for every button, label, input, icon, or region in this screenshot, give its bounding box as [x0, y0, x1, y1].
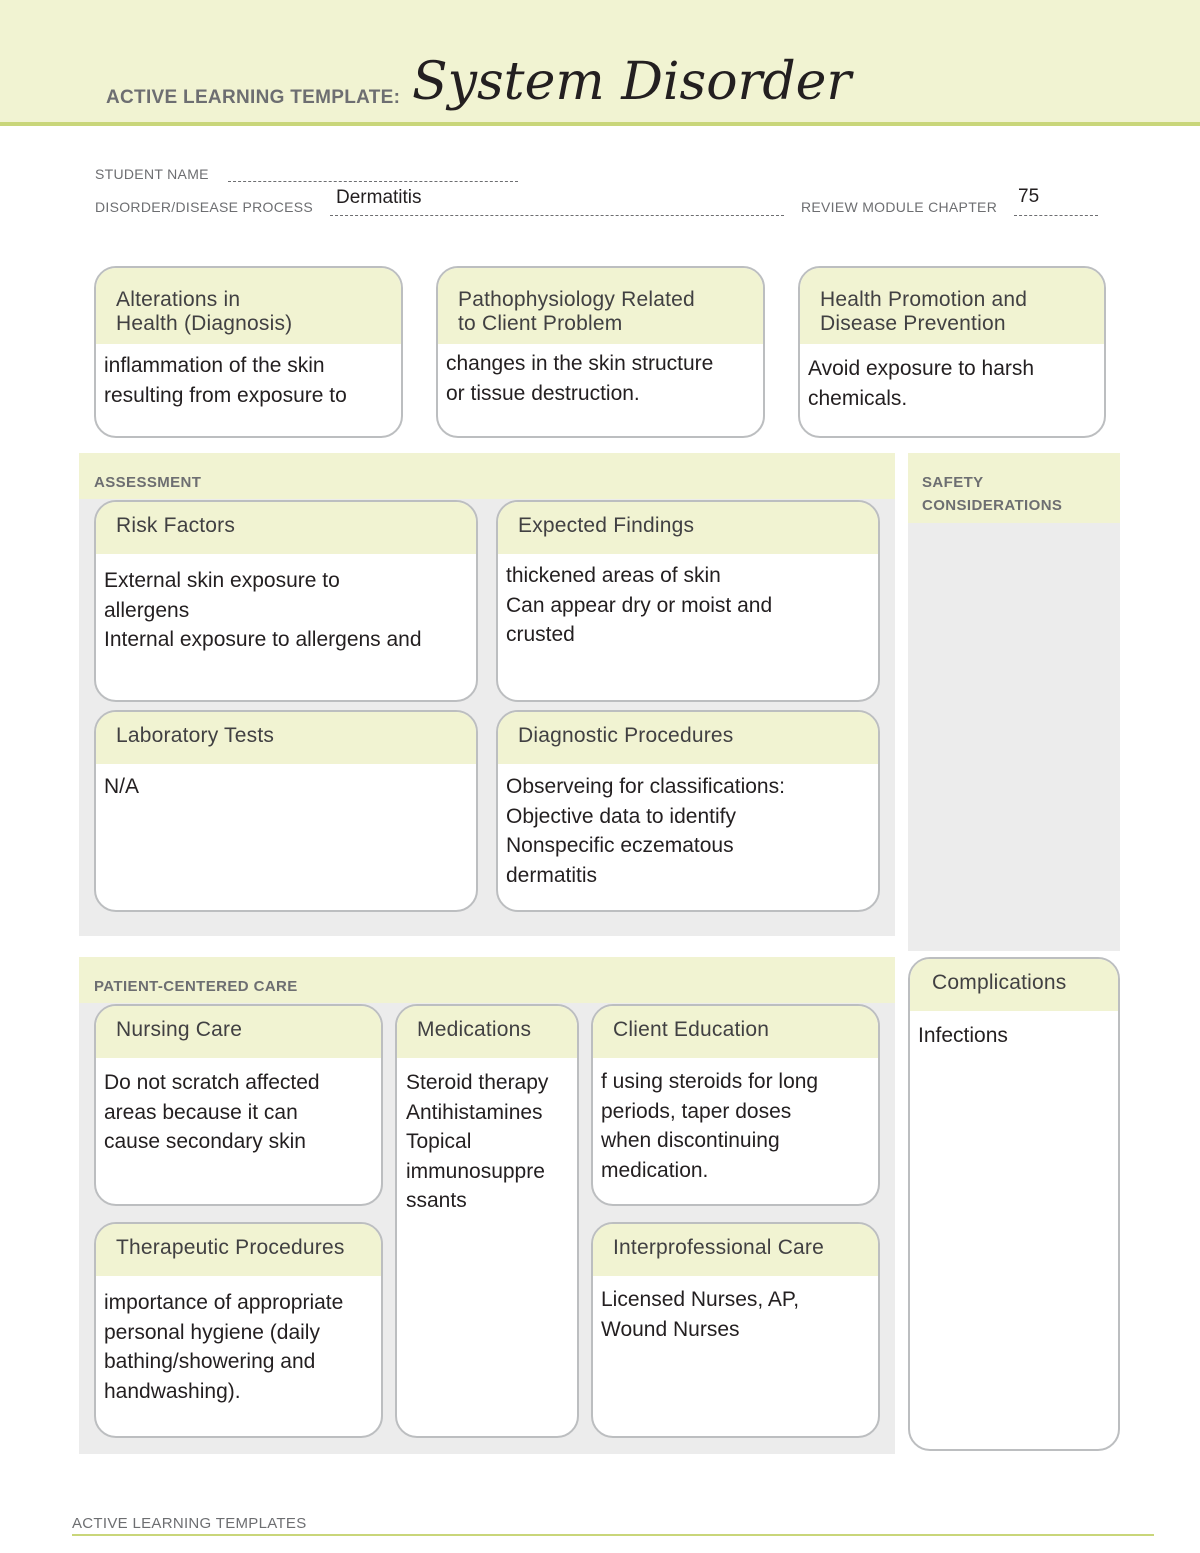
alterations-in-health-title: Alterations in Health (Diagnosis): [96, 268, 401, 344]
assessment-label: ASSESSMENT: [94, 474, 202, 491]
footer-rule: [72, 1534, 1154, 1536]
nursing-care-title: Nursing Care: [96, 1006, 381, 1058]
interprofessional-care-text[interactable]: Licensed Nurses, AP, Wound Nurses: [601, 1288, 800, 1341]
therapeutic-procedures-box: [94, 1222, 383, 1438]
safety-considerations-label: SAFETY CONSIDERATIONS: [922, 474, 1063, 514]
health-promotion-text[interactable]: Avoid exposure to harsh chemicals.: [808, 357, 1035, 410]
health-promotion-box: [798, 266, 1106, 438]
header-rule: [0, 122, 1200, 126]
therapeutic-procedures-title: Therapeutic Procedures: [96, 1224, 381, 1276]
interprofessional-care-title: Interprofessional Care: [593, 1224, 878, 1276]
disorder-value: Dermatitis: [336, 187, 422, 208]
pathophysiology-box: [436, 266, 765, 438]
nursing-care-box: [94, 1004, 383, 1206]
health-promotion-title: Health Promotion and Disease Prevention: [800, 268, 1104, 344]
alterations-in-health-box: [94, 266, 403, 438]
chapter-field[interactable]: [1014, 186, 1098, 216]
complications-box: [908, 957, 1120, 1451]
medications-title: Medications: [397, 1006, 577, 1058]
pathophysiology-text[interactable]: changes in the skin structure or tissue destruction.: [446, 352, 714, 405]
alterations-in-health-text[interactable]: inflammation of the skin resulting from exposure to: [104, 354, 347, 407]
interprofessional-care-box: [591, 1222, 880, 1438]
therapeutic-procedures-text[interactable]: importance of appropriate personal hygiene (daily bathing/showering and handwashing).: [104, 1291, 344, 1403]
disorder-label: DISORDER/DISEASE PROCESS: [95, 199, 314, 215]
patient-centered-care-label: PATIENT-CENTERED CARE: [94, 978, 298, 995]
medications-box: [395, 1004, 579, 1438]
expected-findings-box: [496, 500, 880, 702]
diagnostic-procedures-text[interactable]: Observeing for classifications: Objective data to identify Nonspecific eczematous dermatitis: [506, 775, 785, 887]
template-title: System Disorder: [412, 52, 852, 112]
pathophysiology-title: Pathophysiology Related to Client Problem: [438, 268, 763, 344]
diagnostic-procedures-title: Diagnostic Procedures: [498, 712, 878, 764]
laboratory-tests-box: [94, 710, 478, 912]
nursing-care-text[interactable]: Do not scratch affected areas because it can cause secondary skin: [104, 1071, 320, 1153]
complications-title: Complications: [910, 959, 1118, 1011]
expected-findings-title: Expected Findings: [498, 502, 878, 554]
medications-text[interactable]: Steroid therapy Antihistamines Topical immunosuppre ssants: [406, 1071, 549, 1212]
client-education-text[interactable]: f using steroids for long periods, taper doses when discontinuing medication.: [601, 1070, 819, 1182]
risk-factors-title: Risk Factors: [96, 502, 476, 554]
risk-factors-text[interactable]: External skin exposure to allergens Internal exposure to allergens and: [104, 569, 422, 651]
risk-factors-box: [94, 500, 478, 702]
footer-label: ACTIVE LEARNING TEMPLATES: [72, 1515, 307, 1532]
diagnostic-procedures-box: [496, 710, 880, 912]
template-prefix: ACTIVE LEARNING TEMPLATE:: [106, 87, 401, 108]
laboratory-tests-title: Laboratory Tests: [96, 712, 476, 764]
client-education-box: [591, 1004, 880, 1206]
expected-findings-text[interactable]: thickened areas of skin Can appear dry or moist and crusted: [506, 564, 773, 646]
disorder-field[interactable]: [330, 187, 784, 216]
student-name-field[interactable]: [228, 164, 518, 182]
client-education-title: Client Education: [593, 1006, 878, 1058]
complications-text[interactable]: Infections: [918, 1024, 1008, 1047]
safety-considerations-section: [908, 453, 1120, 951]
student-name-label: STUDENT NAME: [95, 166, 209, 182]
chapter-value: 75: [1018, 186, 1040, 207]
chapter-label: REVIEW MODULE CHAPTER: [801, 199, 998, 215]
laboratory-tests-text[interactable]: N/A: [104, 775, 140, 798]
